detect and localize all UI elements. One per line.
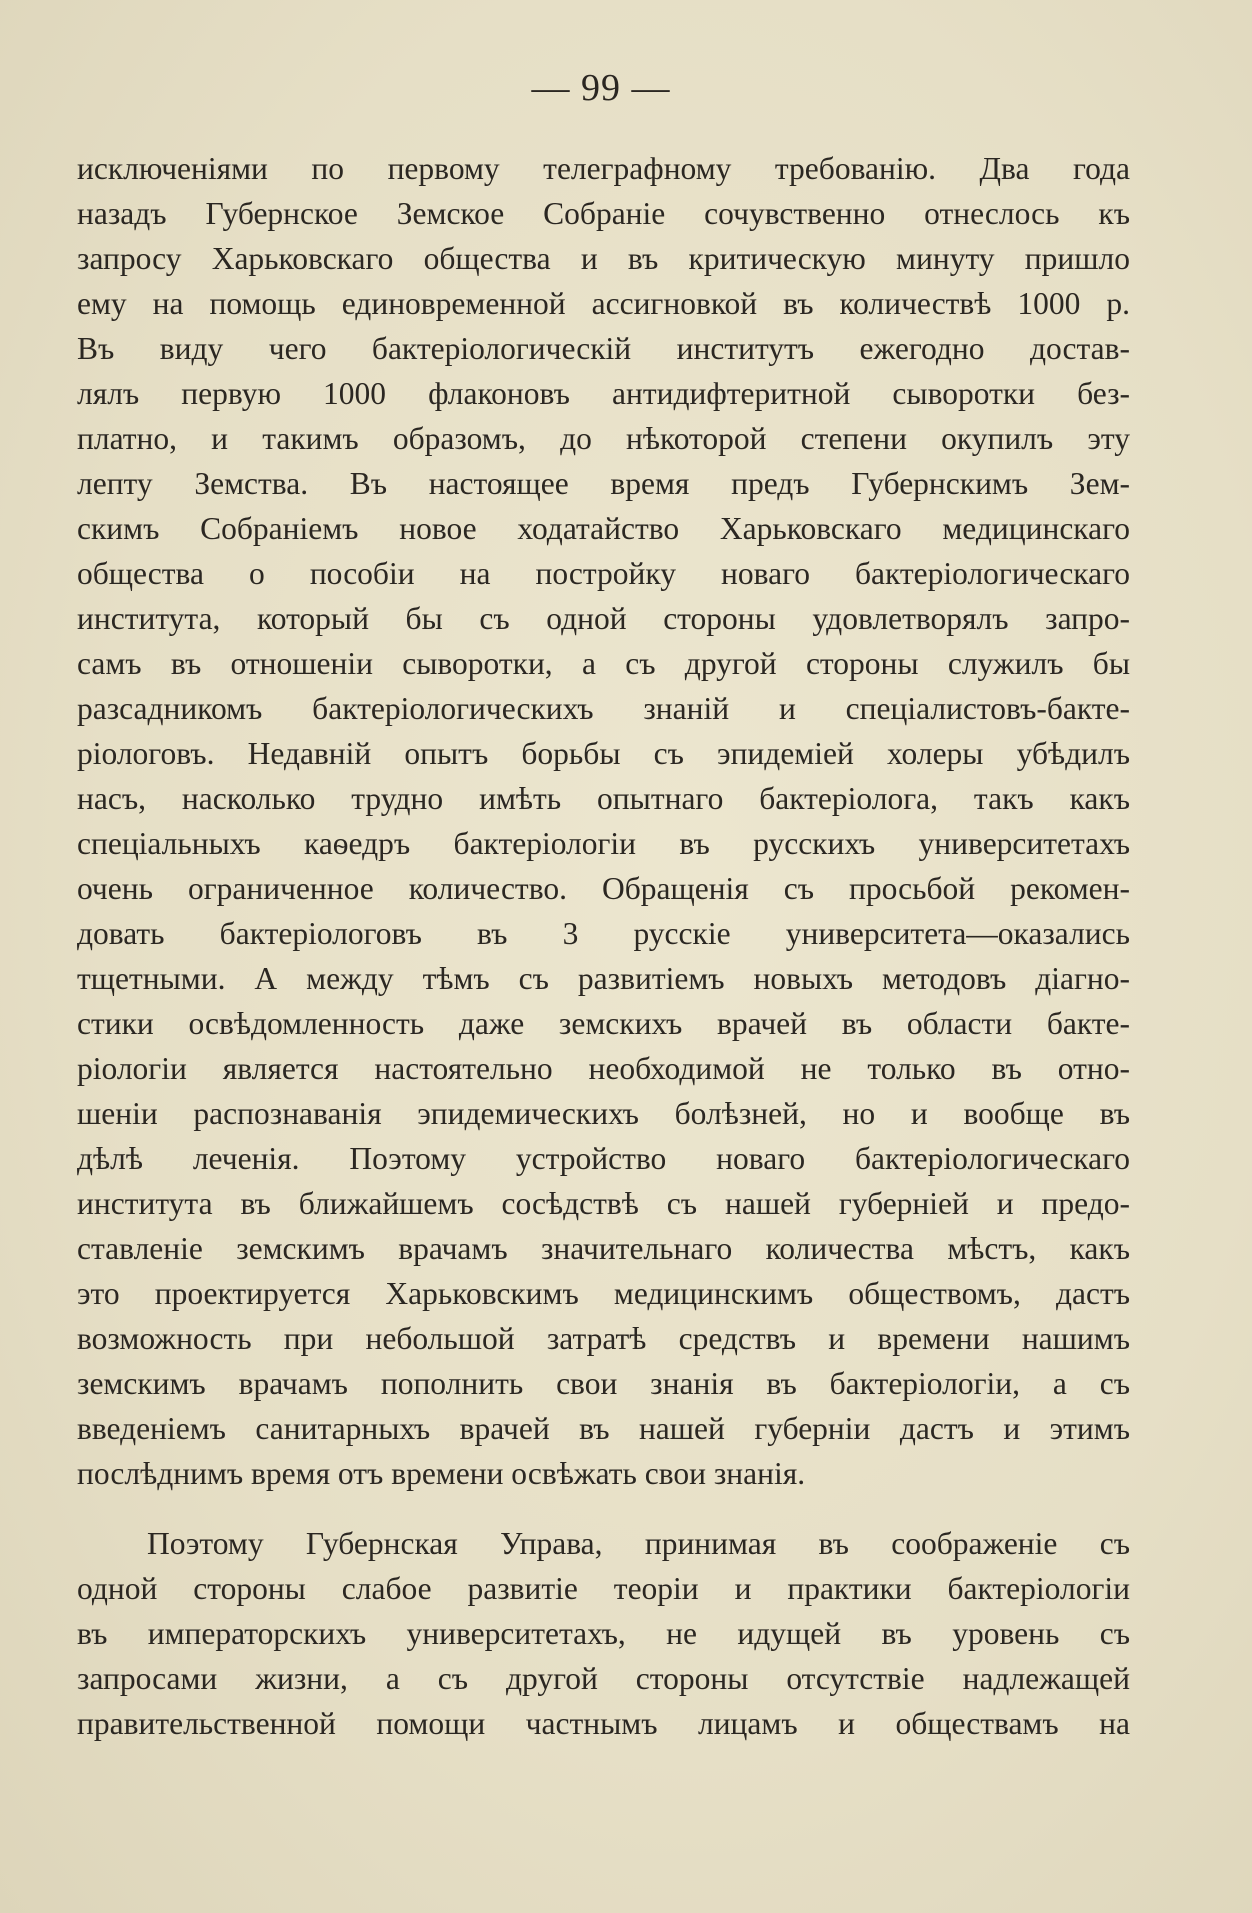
text-line: возможность при небольшой затратѣ средствъ и времени нашимъ [77,1321,1130,1356]
text-line: ріологіи является настоятельно необходимой не только въ отно- [77,1051,1130,1086]
text-line: скимъ Собраніемъ новое ходатайство Харьковскаго медицинскаго [77,511,1130,546]
text-line: института, который бы съ одной стороны удовлетворялъ запро- [77,601,1130,636]
paragraph-1 [77,146,1130,1496]
paragraph-2 [77,1521,1130,1746]
text-line: послѣднимъ время отъ времени освѣжать свои знанія. [77,1456,806,1491]
text-line: введеніемъ санитарныхъ врачей въ нашей губерніи дастъ и этимъ [77,1411,1130,1446]
text-line: Поэтому Губернская Управа, принимая въ соображеніе съ [147,1526,1130,1561]
text-line: это проектируется Харьковскимъ медицинскимъ обществомъ, дастъ [77,1276,1130,1311]
text-line: института въ ближайшемъ сосѣдствѣ съ нашей губерніей и предо- [77,1186,1130,1221]
text-line: очень ограниченное количество. Обращенія съ просьбой рекомен- [77,871,1130,906]
text-line: самъ въ отношеніи сыворотки, а съ другой стороны служилъ бы [77,646,1130,681]
text-line: платно, и такимъ образомъ, до нѣкоторой степени окупилъ эту [77,421,1130,456]
text-line: лялъ первую 1000 флаконовъ антидифтеритной сыворотки без- [77,376,1130,411]
text-line: земскимъ врачамъ пополнить свои знанія въ бактеріологіи, а съ [77,1366,1130,1401]
text-line: ріологовъ. Недавній опытъ борьбы съ эпидеміей холеры убѣдилъ [77,736,1130,771]
text-line: шеніи распознаванія эпидемическихъ болѣзней, но и вообще въ [77,1096,1130,1131]
text-line: назадъ Губернское Земское Собраніе сочувственно отнеслось къ [77,196,1130,231]
text-line: насъ, насколько трудно имѣть опытнаго бактеріолога, такъ какъ [77,781,1130,816]
text-line: стики освѣдомленность даже земскихъ врачей въ области бакте- [77,1006,1130,1041]
text-line: запросами жизни, а съ другой стороны отсутствіе надлежащей [77,1661,1130,1696]
text-line: Въ виду чего бактеріологическій институтъ ежегодно достав- [77,331,1130,366]
text-line: правительственной помощи частнымъ лицамъ и обществамъ на [77,1706,1130,1741]
text-line: довать бактеріологовъ въ 3 русскіе университета—оказались [77,916,1130,951]
text-line: ставленіе земскимъ врачамъ значительнаго количества мѣстъ, какъ [77,1231,1130,1266]
page-number: — 99 — [531,67,671,109]
text-line: разсадникомъ бактеріологическихъ знаній и спеціалистовъ-бакте- [77,691,1130,726]
text-line: дѣлѣ леченія. Поэтому устройство новаго бактеріологическаго [77,1141,1130,1176]
text-line: исключеніями по первому телеграфному требованію. Два года [77,151,1130,186]
body-text [77,146,1130,1746]
text-line: запросу Харьковскаго общества и въ критическую минуту пришло [77,241,1130,276]
text-line: въ императорскихъ университетахъ, не идущей въ уровень съ [77,1616,1130,1651]
text-line: одной стороны слабое развитіе теоріи и практики бактеріологіи [77,1571,1130,1606]
text-line: лепту Земства. Въ настоящее время предъ Губернскимъ Зем- [77,466,1130,501]
text-line: ему на помощь единовременной ассигновкой въ количествѣ 1000 р. [77,286,1130,321]
text-line: тщетными. А между тѣмъ съ развитіемъ новыхъ методовъ діагно- [77,961,1130,996]
text-line: общества о пособіи на постройку новаго бактеріологическаго [77,556,1130,591]
paragraph-spacer [77,1496,1130,1521]
text-line: спеціальныхъ каѳедръ бактеріологіи въ русскихъ университетахъ [77,826,1130,861]
